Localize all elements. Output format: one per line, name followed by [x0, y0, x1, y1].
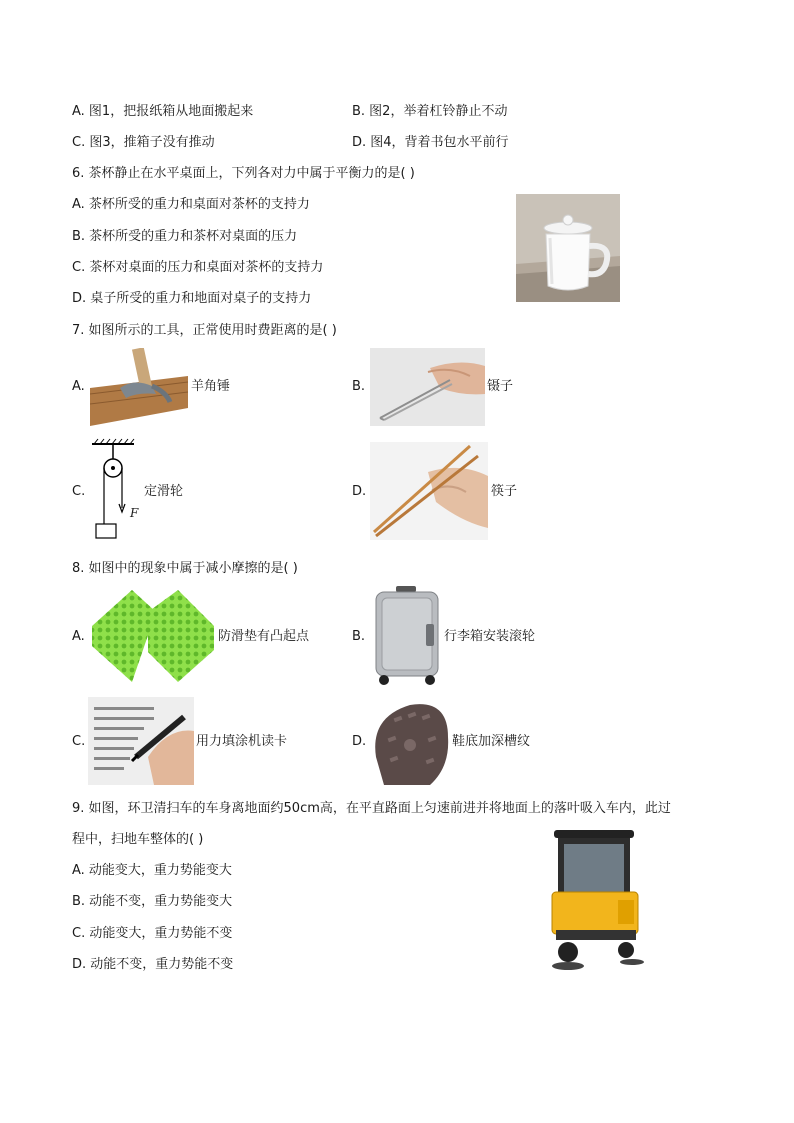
- q7-option-b-label: 镊子: [487, 379, 514, 394]
- q6-option-b: B. 茶杯所受的重力和茶杯对桌面的压力: [72, 229, 298, 244]
- q8-option-d-letter: D.: [352, 734, 367, 749]
- teacup-image: [516, 194, 620, 302]
- q7-option-c-letter: C.: [72, 484, 86, 499]
- q8-option-a-label: 防滑垫有凸起点: [218, 629, 310, 644]
- q5-option-a: A. 图1，把报纸箱从地面搬起来: [72, 104, 254, 119]
- q9-stem-line-2: 程中，扫地车整体的( ): [72, 832, 204, 847]
- q8-option-d-label: 鞋底加深槽纹: [452, 734, 531, 749]
- q7-option-a-letter: A.: [72, 379, 85, 394]
- force-f-label: F: [130, 506, 139, 520]
- anti-slip-mat-image: [88, 586, 216, 686]
- q7-stem: 7. 如图所示的工具，正常使用时费距离的是( ): [72, 323, 337, 338]
- q9-option-a: A. 动能变大，重力势能变大: [72, 863, 232, 878]
- fixed-pulley-diagram: [88, 438, 140, 542]
- q8-stem: 8. 如图中的现象中属于减小摩擦的是( ): [72, 561, 298, 576]
- q8-option-b-letter: B.: [352, 629, 366, 644]
- tweezers-image: [370, 348, 485, 426]
- q8-option-b-label: 行李箱安装滚轮: [444, 629, 536, 644]
- q6-option-d: D. 桌子所受的重力和地面对桌子的支持力: [72, 291, 312, 306]
- q9-option-c: C. 动能变大，重力势能不变: [72, 926, 233, 941]
- q6-option-c: C. 茶杯对桌面的压力和桌面对茶杯的支持力: [72, 260, 324, 275]
- q6-option-a: A. 茶杯所受的重力和桌面对茶杯的支持力: [72, 197, 310, 212]
- q6-stem: 6. 茶杯静止在水平桌面上，下列各对力中属于平衡力的是( ): [72, 166, 415, 181]
- suitcase-image: [370, 584, 442, 688]
- q9-stem-line-1: 9. 如图，环卫清扫车的车身离地面约50cm高，在平直路面上匀速前进并将地面上的落叶吸入车内，此过: [72, 801, 671, 816]
- street-sweeper-image: [548, 826, 648, 974]
- q5-option-b: B. 图2，举着杠铃静止不动: [352, 104, 508, 119]
- shoe-sole-image: [370, 697, 450, 785]
- q7-option-b-letter: B.: [352, 379, 366, 394]
- claw-hammer-image: [90, 348, 188, 426]
- answer-card-image: [88, 697, 194, 785]
- q5-option-d: D. 图4，背着书包水平前行: [352, 135, 509, 150]
- q7-option-c-label: 定滑轮: [144, 484, 184, 499]
- chopsticks-image: [370, 442, 488, 540]
- q7-option-d-letter: D.: [352, 484, 367, 499]
- q8-option-a-letter: A.: [72, 629, 85, 644]
- q7-option-a-label: 羊角锤: [191, 379, 231, 394]
- q7-option-d-label: 筷子: [491, 484, 518, 499]
- q9-option-b: B. 动能不变，重力势能变大: [72, 894, 233, 909]
- q8-option-c-letter: C.: [72, 734, 86, 749]
- q9-option-d: D. 动能不变，重力势能不变: [72, 957, 234, 972]
- q5-option-c: C. 图3，推箱子没有推动: [72, 135, 215, 150]
- q8-option-c-label: 用力填涂机读卡: [196, 734, 288, 749]
